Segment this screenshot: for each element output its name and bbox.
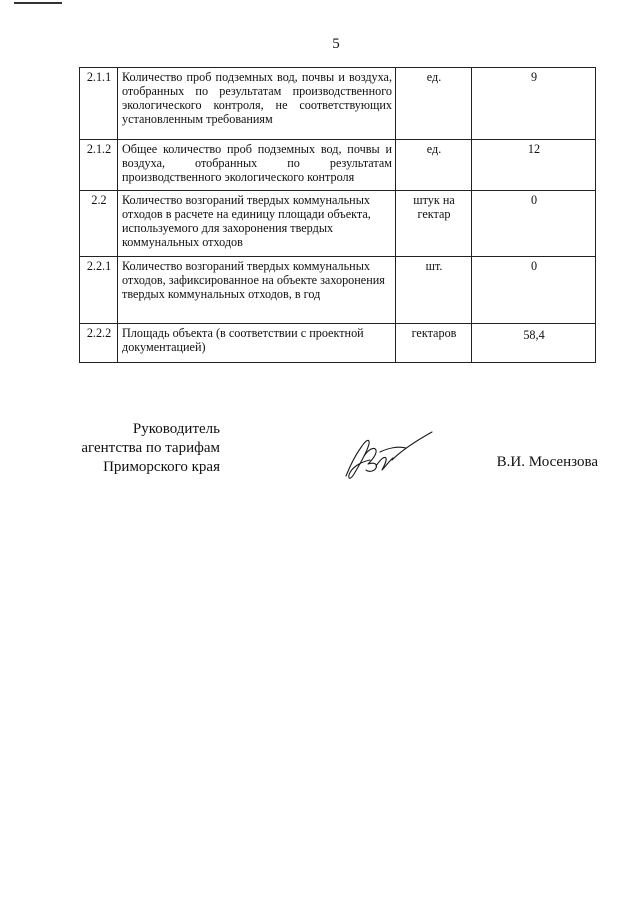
- position-line: Приморского края: [103, 459, 220, 475]
- scan-corner-mark: [14, 2, 62, 4]
- value-cell: 0: [472, 257, 596, 324]
- value-cell: 12: [472, 140, 596, 191]
- table-row: [80, 324, 596, 363]
- unit-cell: шт.: [396, 257, 472, 324]
- table-row: [80, 140, 596, 191]
- position-line: агентства по тарифам: [81, 440, 220, 456]
- page-number: 5: [332, 36, 340, 52]
- indicator-name: Количество возгораний твердых коммунальных отходов, зафиксированное на объекте захоронения твердых коммунальных отходов, в год: [118, 257, 396, 324]
- value-cell: 58,4: [472, 324, 596, 363]
- unit-cell: ед.: [396, 68, 472, 140]
- row-number: 2.2.2: [80, 324, 118, 363]
- signatory-name: В.И. Мосензова: [496, 454, 598, 470]
- table-row: [80, 191, 596, 257]
- indicator-name: Общее количество проб подземных вод, почвы и воздуха, отобранных по результатам производственного экологического контроля: [118, 140, 396, 191]
- unit-cell: гектаров: [396, 324, 472, 363]
- position-line: Руководитель: [132, 421, 220, 437]
- table-row: [80, 257, 596, 324]
- signatory-position: [60, 420, 220, 477]
- indicator-name: Количество возгораний твердых коммунальных отходов в расчете на единицу площади объекта, используемого для захоронения твердых коммунальных отходов: [118, 191, 396, 257]
- row-number: 2.1.1: [80, 68, 118, 140]
- indicator-name: Площадь объекта (в соответствии с проектной документацией): [118, 324, 396, 363]
- value-cell: 9: [472, 68, 596, 140]
- row-number: 2.2.1: [80, 257, 118, 324]
- table-row: [80, 68, 596, 140]
- unit-cell: штук на гектар: [396, 191, 472, 257]
- indicators-table: [79, 67, 596, 363]
- unit-cell: ед.: [396, 140, 472, 191]
- row-number: 2.2: [80, 191, 118, 257]
- row-number: 2.1.2: [80, 140, 118, 191]
- indicator-name: Количество проб подземных вод, почвы и воздуха, отобранных по результатам производственного экологического контроля, не соответствующих установленным требованиям: [118, 68, 396, 140]
- handwritten-signature: [340, 426, 436, 484]
- value-cell: 0: [472, 191, 596, 257]
